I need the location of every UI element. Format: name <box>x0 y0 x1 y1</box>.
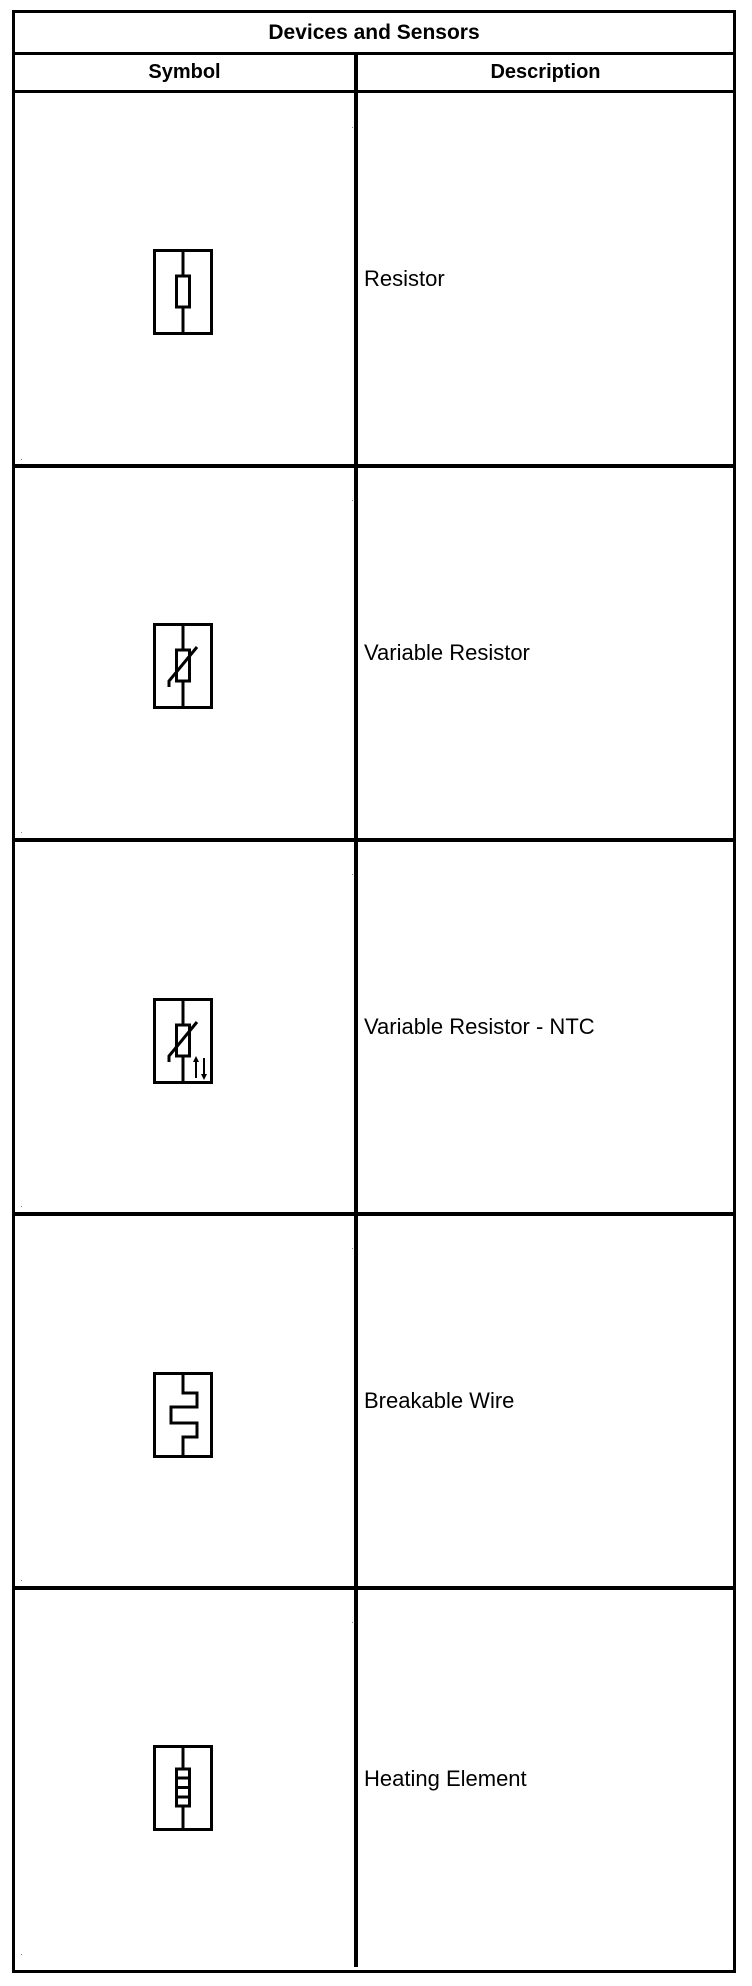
description-column-header: Description <box>490 61 601 83</box>
table-title: Devices and Sensors <box>15 13 733 55</box>
table-row <box>15 468 733 842</box>
resistor-icon <box>153 249 213 335</box>
description-cell: Variable Resistor - NTC <box>364 1014 595 1039</box>
heating-element-icon <box>153 1745 213 1831</box>
variable-resistor-icon <box>153 623 213 709</box>
description-cell: Resistor <box>364 265 445 291</box>
table-row <box>15 1216 733 1590</box>
symbol-cell <box>15 468 358 838</box>
table-row <box>15 93 733 468</box>
symbol-cell <box>15 1216 358 1586</box>
breakable-wire-icon <box>153 1372 213 1458</box>
description-cell: Heating Element <box>364 1765 527 1791</box>
ntc-variable-resistor-icon <box>153 998 213 1084</box>
table-body <box>15 93 733 1967</box>
symbol-column-header: Symbol <box>15 55 358 90</box>
description-cell: Variable Resistor <box>364 640 530 665</box>
description-cell: Breakable Wire <box>364 1388 515 1413</box>
symbol-cell <box>15 842 358 1212</box>
symbol-cell <box>15 93 358 464</box>
symbol-cell <box>15 1590 358 1967</box>
header-row <box>15 55 733 93</box>
devices-sensors-table <box>12 10 736 1973</box>
table-row <box>15 1590 733 1967</box>
table-row <box>15 842 733 1216</box>
